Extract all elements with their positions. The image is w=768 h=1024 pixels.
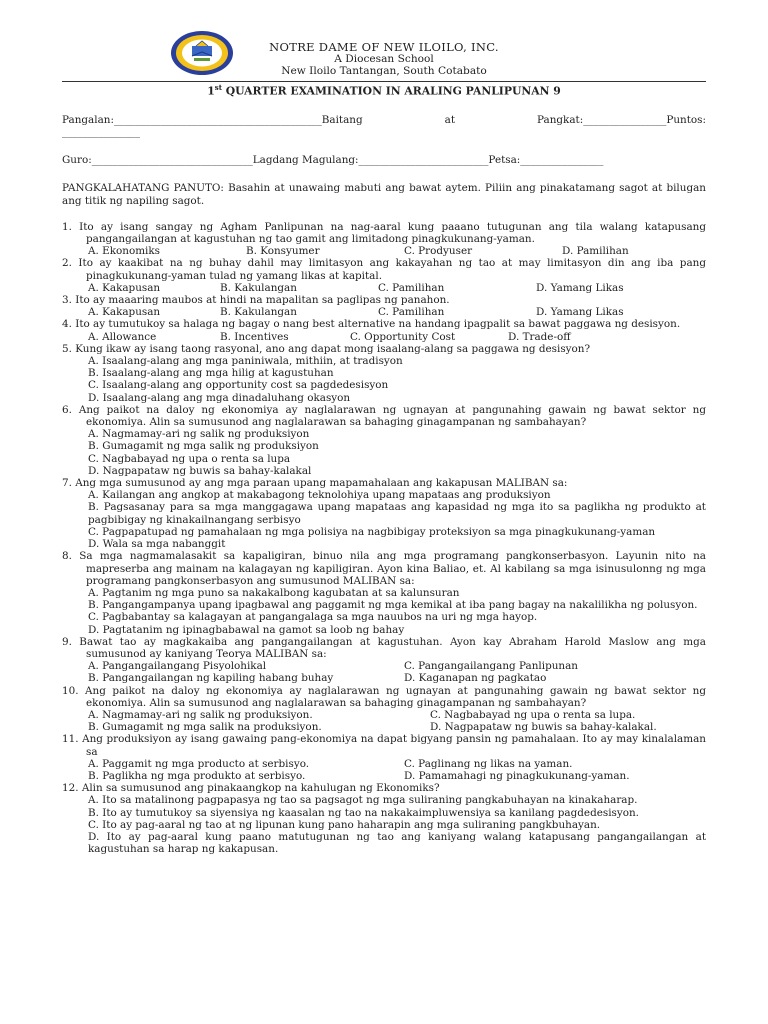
option-a[interactable]: A. Ito sa matalinong pagpapasya ng tao sa pagsagot ng mga suliraning pangkabuhayan na kinakaharap. [88, 794, 638, 807]
questions-list [62, 221, 706, 856]
question-1 [62, 221, 706, 258]
option-c[interactable]: C. Opportunity Cost [350, 330, 456, 343]
option-c[interactable]: C. Pagpapatupad ng pamahalaan ng mga polisiya na nagbibigay proteksiyon sa mga pinagkukunang-yaman [88, 525, 656, 538]
option-b[interactable]: B. Konsyumer [246, 245, 320, 258]
option-d[interactable]: D. Kaganapan ng pagkatao [404, 672, 547, 685]
option-a[interactable]: A. Pangangailangang Pisyolohikal [88, 660, 267, 673]
option-c[interactable]: C. Paglinang ng likas na yaman. [404, 757, 573, 770]
option-b[interactable]: B. Gumagamit ng mga salik na produksiyon. [88, 721, 322, 734]
title-ordinal: 1 [207, 84, 215, 98]
option-b[interactable]: B. Pagsasanay para sa mga manggagawa upang mapataas ang kapasidad ng mga ito sa paglikha ng produkto at pagbibigay ng kinakailnangang serbisyo [88, 501, 706, 526]
option-d[interactable]: D. Nagpapataw ng buwis sa bahay-kalakal. [430, 721, 657, 734]
options-row [62, 282, 706, 294]
option-b[interactable]: B. Gumagamit ng mga salik ng produksiyon [88, 440, 319, 453]
options-row [62, 306, 706, 318]
student-info-row [62, 114, 706, 126]
options-grid [62, 709, 706, 733]
question-7 [62, 477, 706, 550]
options-grid [62, 758, 706, 782]
question-stem: 12. Alin sa sumusunod ang pinakaangkop na kahulugan ng Ekonomiks? [62, 782, 440, 795]
school-address: New Iloilo Tantangan, South Cotabato [281, 65, 487, 78]
option-b[interactable]: B. Kakulangan [220, 281, 297, 294]
pangkat-field[interactable]: Pangkat:________________Puntos: [537, 113, 706, 126]
option-b[interactable]: B. Paglikha ng mga produkto at serbisyo. [88, 769, 306, 782]
option-c[interactable]: C. Prodyuser [404, 245, 473, 258]
question-10 [62, 685, 706, 734]
option-a[interactable]: A. Nagmamay-ari ng salik ng produksiyon. [88, 708, 313, 721]
option-d[interactable]: D. Isaalang-alang ang mga dinadaluhang okasyon [88, 391, 351, 404]
option-c[interactable]: C. Nagbabayad ng upa o renta sa lupa [88, 452, 291, 465]
options-grid [62, 660, 706, 684]
option-a[interactable]: A. Nagmamay-ari ng salik ng produksiyon [88, 428, 310, 441]
option-b[interactable]: B. Pangangampanya upang ipagbawal ang paggamit ng mga kemikal at iba pang bagay na nakalilikha ng polusyon. [88, 599, 698, 612]
option-c[interactable]: C. Pangangailangang Panlipunan [404, 660, 578, 673]
option-a[interactable]: A. Kakapusan [88, 306, 161, 319]
option-a[interactable]: A. Pagtanim ng mga puno sa nakakalbong kagubatan at sa kalunsuran [88, 586, 460, 599]
question-stem: 1. Ito ay isang sangay ng Agham Panlipunan na nag-aaral kung paaano tutugunan ang tila walang katapusang pangangailangan at kagustuhan ng tao gamit ang limitadong pinagkukunang-yaman. [62, 220, 706, 246]
option-b[interactable]: B. Incentives [220, 330, 289, 343]
option-b[interactable]: B. Isaalang-alang ang mga hilig at kagustuhan [88, 367, 334, 380]
question-4 [62, 318, 706, 342]
question-stem: 9. Bawat tao ay magkakaiba ang pangangailangan at kagustuhan. Ayon kay Abraham Harold Maslow ang mga sumusunod ay kaniyang Teorya MALIBAN sa: [62, 635, 706, 660]
pangalan-field[interactable]: Pangalan:________________________________________Baitang [62, 113, 363, 126]
options-row [62, 245, 706, 257]
question-12 [62, 782, 706, 855]
option-d[interactable]: D. Wala sa mga nabanggit [88, 538, 226, 551]
question-stem: 8. Sa mga nagmamalasakit sa kapaligiran, binuo nila ang mga programang pangkonserbasyon. Layunin nito na mapreserba ang mainam na kalagayan ng kapiligiran. Ayon kina Baliao, et. Al kabilang sa mga isinusulonng ng mga programang pangkonserbasyon ang sumusunod MALIBAN sa: [62, 550, 706, 587]
exam-title [62, 82, 706, 98]
question-9 [62, 636, 706, 685]
question-5 [62, 343, 706, 404]
question-stem: 5. Kung ikaw ay isang taong rasyonal, ano ang dapat mong isaalang-alang sa paggawa ng desisyon? [62, 342, 591, 355]
option-c[interactable]: C. Isaalang-alang ang opportunity cost sa pagdedesisyon [88, 379, 389, 392]
option-c[interactable]: C. Nagbabayad ng upa o renta sa lupa. [430, 708, 636, 721]
option-d[interactable]: D. Ito ay pag-aaral kung paano matutugunan ng tao ang kaniyang walang katapusang pangangailangan at kagustuhan sa harap ng kakapusan. [88, 830, 706, 856]
option-c[interactable]: C. Ito ay pag-aaral ng tao at ng lipunan kung pano haharapin ang mga suliraning pangkbuhayan. [88, 818, 601, 831]
title-suffix: st [214, 83, 222, 92]
option-a[interactable]: A. Kailangan ang angkop at makabagong teknolohiya upang mapataas ang produksiyon [88, 489, 551, 502]
question-2 [62, 257, 706, 294]
option-b[interactable]: B. Pangangailangan ng kapiling habang buhay [88, 672, 334, 685]
puntos-line[interactable]: _______________ [62, 126, 140, 138]
question-11 [62, 733, 706, 782]
option-a[interactable]: A. Allowance [88, 330, 157, 343]
title-rest: QUARTER EXAMINATION IN ARALING PANLIPUNAN 9 [221, 84, 561, 98]
question-stem: 6. Ang paikot na daloy ng ekonomiya ay naglalarawan ng ugnayan at pangunahing gawain ng bawat sektor ng ekonomiya. Alin sa sumusunod ang naglalarawan sa bahaging ginagampanan ng sambahayan? [62, 403, 706, 429]
option-d[interactable]: D. Nagpapataw ng buwis sa bahay-kalakal [88, 464, 312, 477]
option-a[interactable]: A. Ekonomiks [88, 245, 160, 258]
school-type: A Diocesan School [334, 53, 434, 66]
question-stem: 7. Ang mga sumusunod ay ang mga paraan upang mapamahalaan ang kakapusan MALIBAN sa: [62, 477, 568, 490]
guro-row[interactable]: Guro:_______________________________Lagdang Magulang:_________________________Petsa:________________ [62, 154, 604, 167]
option-c[interactable]: C. Pamilihan [378, 281, 445, 294]
school-name: NOTRE DAME OF NEW ILOILO, INC. [269, 40, 499, 54]
directions: PANGKALAHATANG PANUTO: Basahin at unawaing mabuti ang bawat aytem. Piliin ang pinakatamang sagot at bilugan ang titik ng napiling sagot. [62, 182, 706, 207]
school-header [62, 30, 706, 80]
option-d[interactable]: D. Yamang Likas [536, 281, 624, 294]
question-stem: 2. Ito ay kaakibat na ng buhay dahil may limitasyon ang kakayahan ng tao at may limitasyon din ang iba pang pinagkukunang-yaman tulad ng yamang likas at kapital. [62, 257, 706, 282]
option-c[interactable]: C. Pagbabantay sa kalagayan at pangangalaga sa mga nauubos na uri ng mga hayop. [88, 611, 538, 624]
option-c[interactable]: C. Pamilihan [378, 306, 445, 319]
question-stem: 11. Ang produksiyon ay isang gawaing pang-ekonomiya na dapat bigyang pansin ng pamahalaan. Ito ay may kinalalaman sa [62, 733, 706, 758]
option-a[interactable]: A. Isaalang-alang ang mga paniniwala, mithiin, at tradisyon [88, 355, 403, 368]
option-d[interactable]: D. Pamamahagi ng pinagkukunang-yaman. [404, 769, 630, 782]
option-d[interactable]: D. Pamilihan [562, 245, 629, 258]
option-a[interactable]: A. Paggamit ng mga producto at serbisyo. [88, 757, 310, 770]
question-8 [62, 550, 706, 635]
options-row [62, 331, 706, 343]
question-6 [62, 404, 706, 477]
option-a[interactable]: A. Kakapusan [88, 281, 161, 294]
question-3 [62, 294, 706, 318]
school-seal-logo [170, 30, 234, 76]
question-stem: 4. Ito ay tumutukoy sa halaga ng bagay o nang best alternative na handang ipagpalit sa bawat paggawa ng desisyon. [62, 318, 681, 331]
option-b[interactable]: B. Ito ay tumutukoy sa siyensiya ng kaasalan ng tao na nakakaimpluwensiya sa kanilang pagdedesisyon. [88, 806, 639, 819]
option-b[interactable]: B. Kakulangan [220, 306, 297, 319]
option-d[interactable]: D. Trade-off [508, 330, 571, 343]
question-stem: 10. Ang paikot na daloy ng ekonomiya ay naglalarawan ng ugnayan at pangunahing gawain ng bawat sektor ng ekonomiya. Alin sa sumusunod ang naglalarawan sa bahaging ginagampanan ng sambahayan? [62, 684, 706, 709]
question-stem: 3. Ito ay maaaring maubos at hindi na mapalitan sa paglipas ng panahon. [62, 294, 450, 307]
option-d[interactable]: D. Pagtatanim ng ipinagbabawal na gamot sa loob ng bahay [88, 623, 405, 636]
option-d[interactable]: D. Yamang Likas [536, 306, 624, 319]
at-label: at [444, 113, 456, 126]
exam-page [62, 30, 706, 855]
